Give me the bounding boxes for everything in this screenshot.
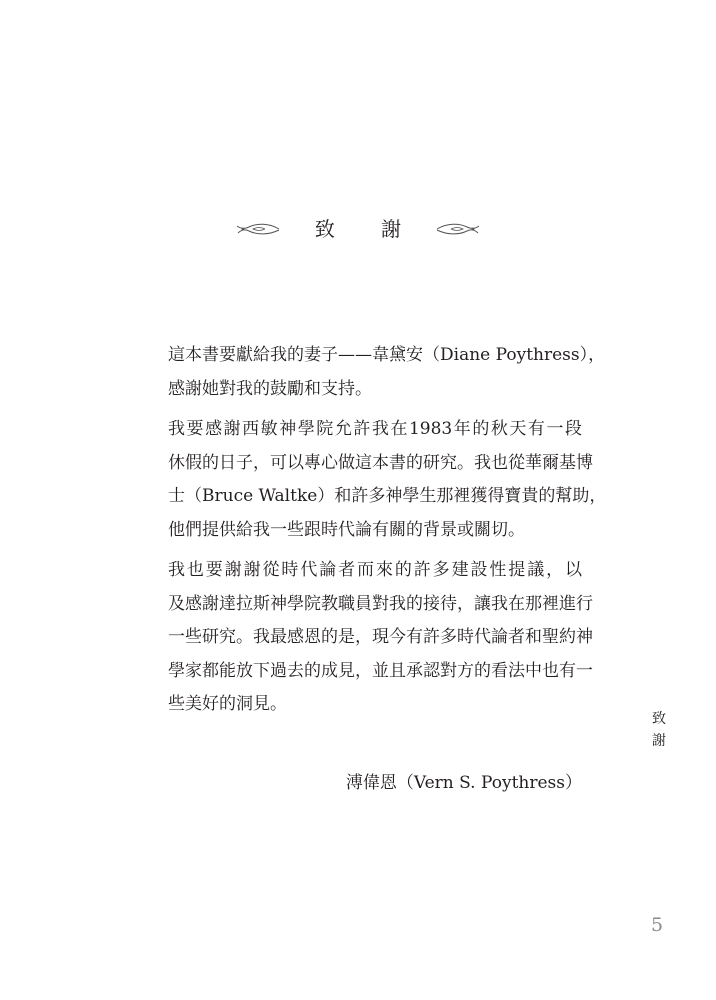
text-line: 士（Bruce Waltke）和許多神學生那裡獲得寶貴的幫助， <box>168 486 607 506</box>
right-flourish-icon <box>435 221 481 237</box>
chapter-heading <box>0 214 716 244</box>
author-signature: 溥偉恩（Vern S. Poythress） <box>345 773 582 793</box>
paragraph-3 <box>134 554 593 722</box>
text-line: 學家都能放下過去的成見，並且承認對方的看法中也有一 <box>168 660 593 681</box>
text-line: 感謝她對我的鼓勵和支持。 <box>168 378 372 399</box>
section-label-char: 謝 <box>652 733 666 749</box>
paragraph-2 <box>134 413 607 547</box>
text-line: 我要感謝西敏神學院允許我在1983年的秋天有一段 <box>168 419 582 439</box>
text-line: 些美好的洞見。 <box>168 694 287 714</box>
chapter-title: 致 謝 <box>314 217 422 241</box>
text-line: 休假的日子，可以專心做這本書的研究。我也從華爾基博 <box>168 452 593 473</box>
page-number: 5 <box>651 914 664 936</box>
text-line: 一些研究。我最感恩的是，現今有許多時代論者和聖約神 <box>168 627 593 647</box>
running-section-label <box>649 708 669 752</box>
section-label-char: 致 <box>652 711 666 727</box>
text-line: 這本書要獻給我的妻子——韋黛安（Diane Poythress）， <box>168 345 606 365</box>
left-flourish-icon <box>235 221 281 237</box>
text-line: 及感謝達拉斯神學院教職員對我的接待，讓我在那裡進行 <box>168 593 593 614</box>
text-line: 他們提供給我一些跟時代論有關的背景或關切。 <box>168 519 525 540</box>
acknowledgement-body <box>134 339 607 729</box>
text-line: 我也要謝謝從時代論者而來的許多建設性提議，以 <box>168 560 582 580</box>
paragraph-1 <box>134 339 606 406</box>
